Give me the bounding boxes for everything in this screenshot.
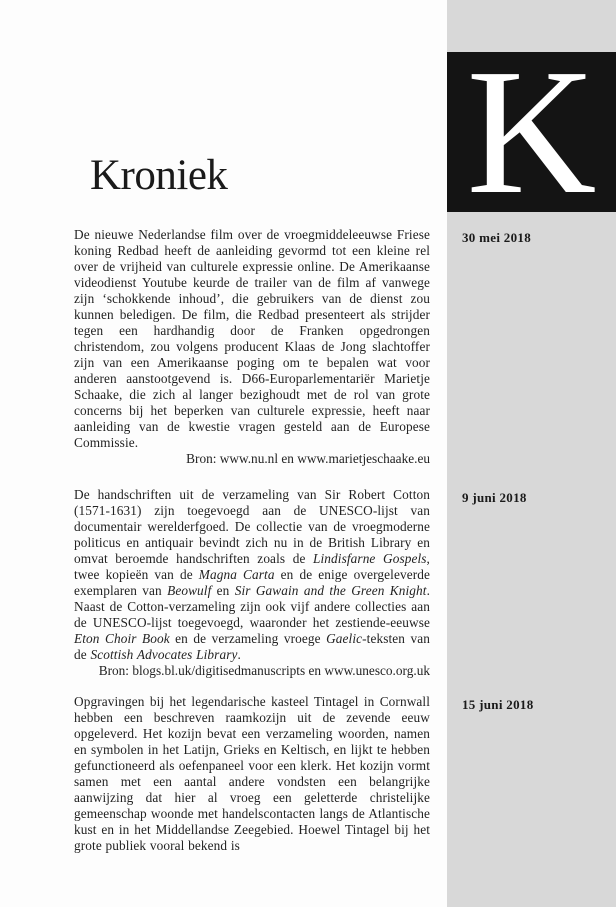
section-letter-k: K (466, 31, 597, 231)
entry-date: 15 juni 2018 (462, 697, 534, 712)
entry-text-segment: , twee kopieën van de (74, 551, 430, 582)
entry-text-segment: Opgravingen bij het legendarische kasteel Tintagel in Cornwall hebben een beschreven raamkozijn uit de zevende eeuw opgeleverd. Het kozijn bevat een verzameling woorden, namen en symbolen in het Latijn, Grieks en Keltisch, en lijkt te hebben gefunctioneerd als oefenpaneel voor een klerk. Het kozijn vormt samen met een aantal andere vondsten een belangrijke aanwijzing dat hier al vroeg een geletterde christelijke gemeenschap woonde met handelscontacten langs de Atlantische kust en in het Middellandse Zeegebied. Hoewel Tintagel bij het grote publiek vooral bekend is (74, 694, 430, 853)
entry-text (74, 694, 430, 854)
chronicle-entry (74, 487, 430, 679)
entry-text-segment: -teksten van de (74, 631, 431, 662)
entry-text-italic-segment: Beowulf (167, 583, 212, 598)
entry-text-segment: . Naast de Cotton-verzameling zijn ook vijf andere collecties aan de UNESCO-lijst toegevoegd, waaronder het zestiende-eeuwse (74, 583, 430, 630)
entry-date: 30 mei 2018 (462, 230, 532, 245)
entry-text-italic-segment: Magna Carta (198, 567, 275, 582)
entry-date: 9 juni 2018 (462, 490, 527, 505)
entry-text (74, 487, 430, 663)
entry-text-italic-segment: Eton Choir Book (74, 631, 170, 646)
entry-source: Bron: blogs.bl.uk/digitisedmanuscripts en www.unesco.org.uk (98, 663, 430, 678)
entry-source: Bron: www.nu.nl en www.marietjeschaake.eu (186, 451, 430, 466)
entry-text-segment: en de verzameling vroege (169, 631, 327, 646)
entry-text-segment: en de enige overgeleverde exemplaren van (74, 567, 430, 598)
entry-text-segment: De handschriften uit de verzameling van Sir Robert Cotton (1571-1631) zijn toegevoegd aan de UNESCO-lijst van documentair werelderfgoed. De collectie van de vroegmoderne politicus en antiquair bevindt zich nu in de British Library en omvat beroemde handschriften zoals de (74, 487, 430, 566)
date-column (462, 0, 602, 907)
entry-text-segment: De nieuwe Nederlandse film over de vroegmiddeleeuwse Friese koning Redbad heeft de aanleiding gevormd tot een kleine rel over de vrijheid van culturele expressie online. De Amerikaanse videodienst Youtube keurde de trailer van de film af vanwege zijn ‘schokkende inhoud’, die gebruikers van de dienst zou kunnen beledigen. De film, die Redbad presenteert als strijder tegen een hardhandig door de Franken opgedrongen christendom, zou volgens producent Klaas de Jong slachtoffer zijn van een Amerikaanse poging om te bepalen wat voor anderen aanstootgevend is. D66-Europarlementariër Marietje Schaake, die zich al langer bezighoudt met de rol van grote concerns bij het beperken van culturele expressie, heeft naar aanleiding van de kwestie vragen gesteld aan de Europese Commissie. (74, 227, 430, 450)
chronicle-entry (74, 227, 430, 467)
entry-text-segment: en (211, 583, 235, 598)
entry-text-italic-segment: Gaelic (326, 631, 363, 646)
entry-text-segment: . (237, 647, 241, 662)
page-title: Kroniek (90, 152, 228, 199)
entry-text-italic-segment: Scottish Advocates Library (90, 647, 238, 662)
entry-text-italic-segment: Lindisfarne Gospels (313, 551, 427, 566)
entry-text-italic-segment: Sir Gawain and the Green Knight (234, 583, 427, 598)
entry-text (74, 227, 430, 451)
chronicle-entry (74, 694, 430, 854)
article-column (74, 0, 430, 907)
